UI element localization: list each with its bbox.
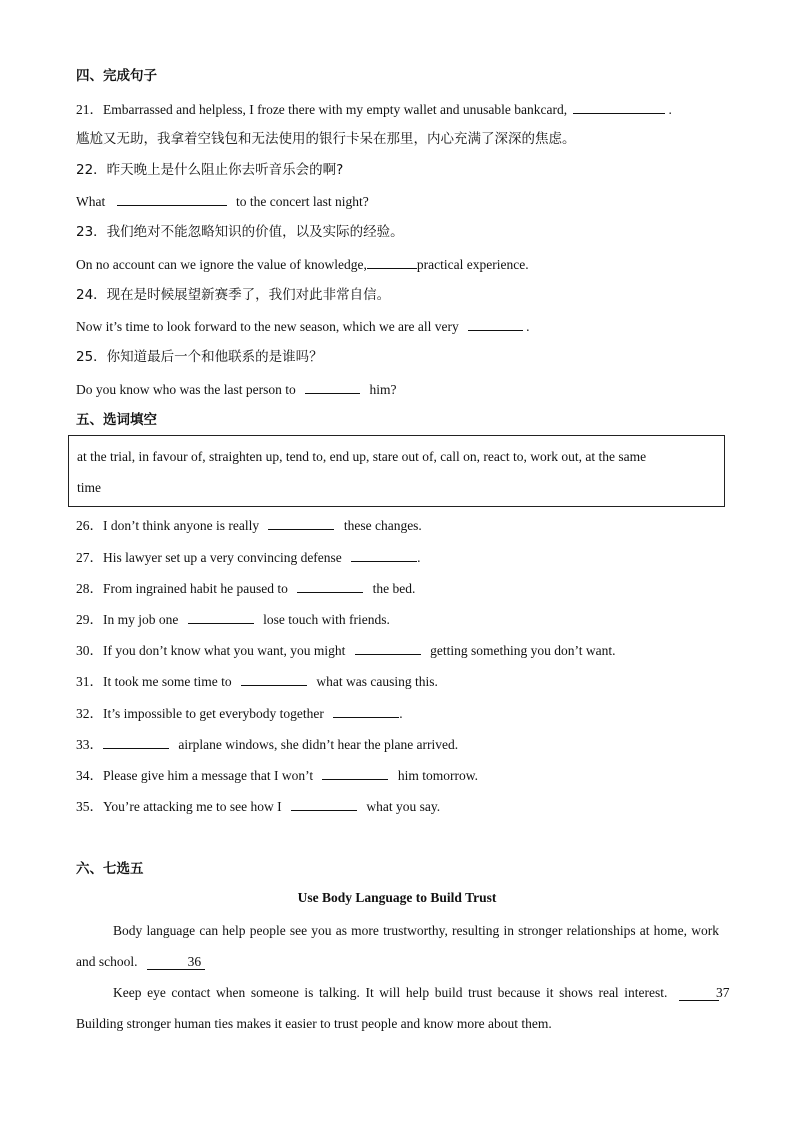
q25-text-b: him? — [369, 382, 397, 397]
q26-text-b: these changes. — [343, 518, 422, 533]
question-35 — [76, 797, 440, 816]
q32-text-a: 32．It’s impossible to get everybody together — [76, 706, 324, 721]
q24-text-a: Now it’s time to look forward to the new season, which we are all very — [76, 319, 459, 334]
q27-text-a: 27．His lawyer set up a very convincing defense — [76, 550, 342, 565]
answer-blank-23[interactable] — [367, 255, 417, 269]
question-24-en — [76, 317, 530, 336]
p2-text: Keep eye contact when someone is talking. It will help build trust because it shows real interest. — [113, 985, 668, 1000]
answer-blank-24[interactable] — [468, 317, 523, 331]
answer-blank-25[interactable] — [305, 380, 360, 394]
q34-text-b: him tomorrow. — [397, 768, 478, 783]
question-22-en — [76, 192, 369, 211]
blank-36-label: 36 — [187, 954, 202, 969]
answer-blank-31[interactable] — [241, 672, 307, 686]
q28-text-a: 28．From ingrained habit he paused to — [76, 581, 288, 596]
q35-text-a: 35．You’re attacking me to see how I — [76, 799, 282, 814]
answer-blank-27[interactable] — [351, 548, 417, 562]
passage-paragraph-2 — [76, 977, 730, 1039]
answer-blank-22[interactable] — [117, 192, 227, 206]
q33-text-a: 33． — [76, 737, 103, 752]
question-21-en — [76, 100, 672, 119]
word-bank-line-2: time — [77, 480, 101, 495]
q21-text: 21．Embarrassed and helpless, I froze there with my empty wallet and unusable bankcard, — [76, 102, 568, 117]
question-24-zh: 24．现在是时候展望新赛季了，我们对此非常自信。 — [76, 287, 391, 303]
question-26 — [76, 516, 422, 535]
q30-text-a: 30．If you don’t know what you want, you might — [76, 643, 346, 658]
passage-title: Use Body Language to Build Trust — [297, 890, 497, 905]
question-34 — [76, 766, 478, 785]
q26-text-a: 26．I don’t think anyone is really — [76, 518, 260, 533]
q23-text-a: On no account can we ignore the value of knowledge, — [76, 257, 367, 272]
answer-blank-35[interactable] — [291, 797, 357, 811]
answer-blank-32[interactable] — [333, 704, 399, 718]
q29-text-a: 29．In my job one — [76, 612, 179, 627]
answer-blank-34[interactable] — [322, 766, 388, 780]
q25-text-a: Do you know who was the last person to — [76, 382, 296, 397]
q22-text-a: What — [76, 194, 106, 209]
question-31 — [76, 672, 438, 691]
question-21-zh: 尴尬又无助，我拿着空钱包和无法使用的银行卡呆在那里，内心充满了深深的焦虑。 — [76, 131, 576, 147]
q30-text-b: getting something you don’t want. — [430, 643, 616, 658]
answer-blank-28[interactable] — [297, 579, 363, 593]
q32-text-b: . — [399, 706, 403, 721]
q24-text-b: . — [526, 319, 530, 334]
q23-text-b: practical experience. — [416, 257, 529, 272]
question-23-zh: 23．我们绝对不能忽略知识的价值，以及实际的经验。 — [76, 224, 404, 240]
question-23-en — [76, 255, 529, 274]
q28-text-b: the bed. — [372, 581, 416, 596]
q31-text-a: 31．It took me some time to — [76, 674, 232, 689]
p1-text: Body language can help people see you as more trustworthy, resulting in stronger relationships at home, work and school. — [76, 923, 719, 969]
section-heading-5: 五、选词填空 — [76, 412, 157, 428]
section-heading-4: 四、完成句子 — [76, 68, 157, 84]
q31-text-b: what was causing this. — [316, 674, 438, 689]
question-32 — [76, 704, 403, 723]
question-25-zh: 25．你知道最后一个和他联系的是谁吗？ — [76, 349, 323, 365]
passage-paragraph-1 — [76, 915, 719, 977]
answer-blank-26[interactable] — [268, 516, 334, 530]
question-28 — [76, 579, 415, 598]
q29-text-b: lose touch with friends. — [263, 612, 390, 627]
answer-blank-29[interactable] — [188, 610, 254, 624]
q22-text-b: to the concert last night? — [236, 194, 369, 209]
q35-text-b: what you say. — [366, 799, 441, 814]
question-25-en — [76, 380, 396, 399]
q27-text-b: . — [417, 550, 421, 565]
q33-text-b: airplane windows, she didn’t hear the plane arrived. — [178, 737, 459, 752]
word-bank-box — [68, 435, 725, 507]
question-22-zh: 22．昨天晚上是什么阻止你去听音乐会的啊? — [76, 162, 344, 178]
answer-blank-37[interactable] — [679, 985, 730, 1001]
question-33 — [76, 735, 458, 754]
q34-text-a: 34．Please give him a message that I won’t — [76, 768, 314, 783]
question-27 — [76, 548, 421, 567]
p2-continuation: Building stronger human ties makes it easier to trust people and know more about them. — [76, 1016, 552, 1031]
answer-blank-30[interactable] — [355, 641, 421, 655]
question-29 — [76, 610, 390, 629]
blank-37-label: 37 — [716, 985, 730, 1000]
section-heading-6: 六、七选五 — [76, 861, 144, 877]
word-bank-line-1: at the trial, in favour of, straighten up, tend to, end up, stare out of, call on, react to, work out, at the same — [77, 449, 647, 464]
answer-blank-33[interactable] — [103, 735, 169, 749]
answer-blank-36[interactable] — [147, 955, 205, 970]
question-30 — [76, 641, 615, 660]
answer-blank-21[interactable] — [573, 100, 665, 114]
q21-end: . — [668, 102, 672, 117]
